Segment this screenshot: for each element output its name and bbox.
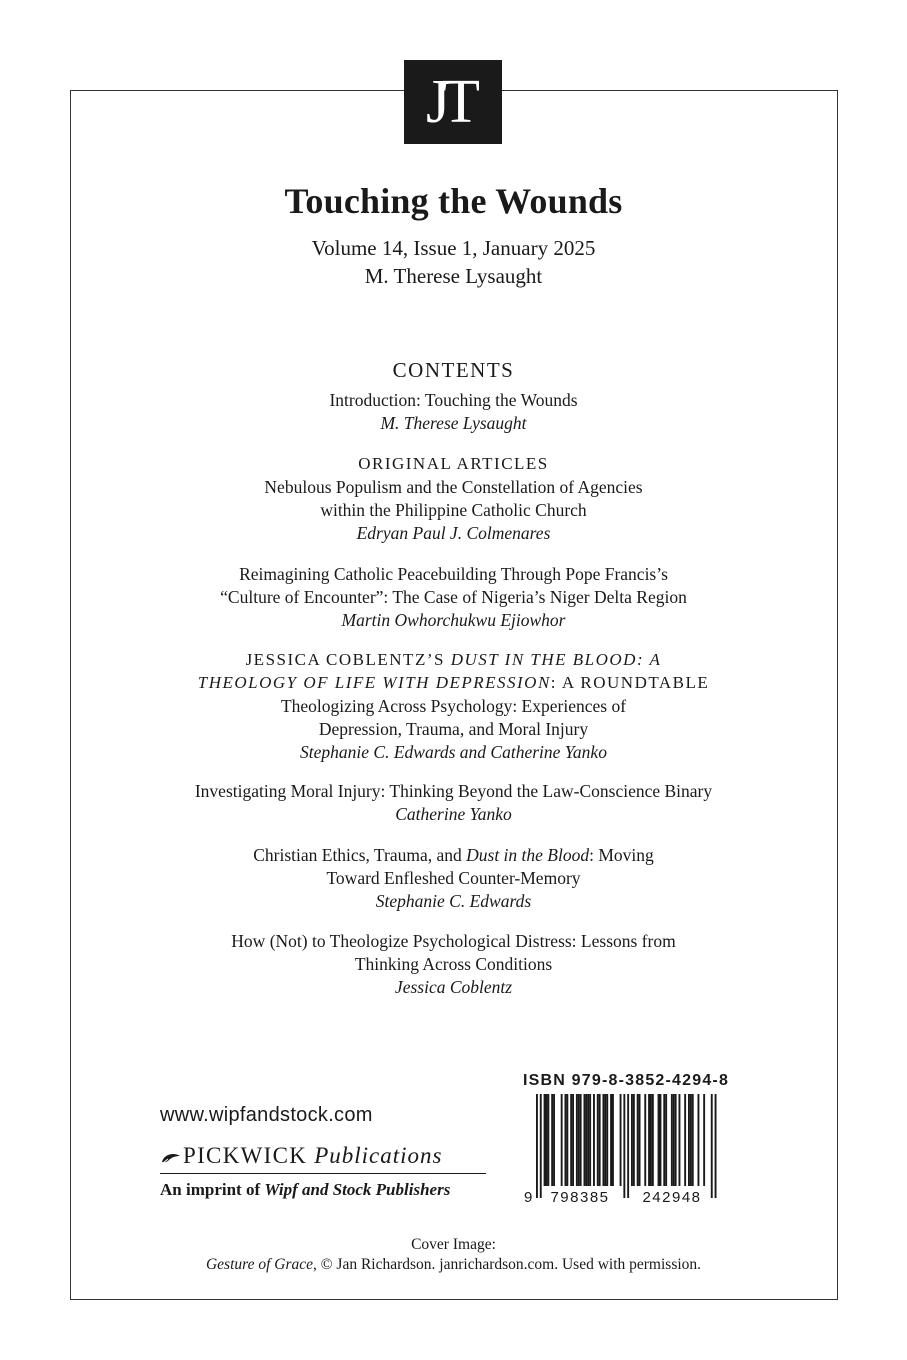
publisher-url: www.wipfandstock.com [160, 1104, 373, 1126]
barcode-bar [544, 1094, 546, 1186]
barcode-bar [679, 1094, 681, 1186]
barcode-bar [580, 1094, 582, 1186]
barcode-bar [698, 1094, 700, 1186]
roundtable-4-line1: How (Not) to Theologize Psychological Distress: Lessons from [231, 931, 676, 951]
roundtable-heading-post: : A ROUNDTABLE [550, 673, 710, 692]
roundtable-3-author: Stephanie C. Edwards [375, 891, 532, 911]
roundtable-4-line2: Thinking Across Conditions [354, 954, 553, 974]
roundtable-heading-line2 [0, 673, 907, 693]
barcode-bar [660, 1094, 662, 1186]
barcode-bar [627, 1094, 629, 1198]
barcode-first-digit: 9 [524, 1189, 533, 1206]
barcode-bar [540, 1094, 542, 1198]
barcode-bar [576, 1094, 578, 1186]
roundtable-heading-line1 [0, 650, 907, 670]
article-1-author: Edryan Paul J. Colmenares [356, 523, 551, 543]
barcode-bar [587, 1094, 589, 1186]
barcode-bar [612, 1094, 614, 1186]
barcode-bar [711, 1094, 713, 1198]
isbn-label: ISBN 979-8-3852-4294-8 [523, 1072, 730, 1089]
cover-credit-text: , © Jan Richardson. janrichardson.com. Used with permission. [313, 1256, 702, 1273]
roundtable-1-line2: Depression, Trauma, and Moral Injury [318, 719, 589, 739]
roundtable-2-line1: Investigating Moral Injury: Thinking Beyond the Law-Conscience Binary [194, 781, 713, 801]
barcode-bar [597, 1094, 599, 1186]
roundtable-3-post: : Moving [589, 845, 654, 865]
publisher-name-italic: Publications [314, 1143, 443, 1168]
barcode-bar [606, 1094, 608, 1186]
barcode-bar [547, 1094, 549, 1186]
article-1-line1: Nebulous Populism and the Constellation of Agencies [264, 477, 643, 497]
barcode-bar [692, 1094, 694, 1186]
barcode-bar [589, 1094, 591, 1186]
article-2-line2: “Culture of Encounter”: The Case of Nigeria’s Niger Delta Region [220, 587, 687, 607]
barcode-bar [652, 1094, 654, 1186]
barcode-bar [599, 1094, 601, 1186]
barcode-bar [703, 1094, 705, 1186]
barcode-right-digits: 242948 [642, 1189, 702, 1206]
article-2-line1: Reimagining Catholic Peacebuilding Through Pope Francis’s [239, 564, 668, 584]
barcode-bar [566, 1094, 568, 1186]
roundtable-3-line1 [0, 845, 907, 866]
cover-credit [0, 1256, 907, 1274]
barcode-bar [639, 1094, 641, 1186]
barcode-bars [536, 1094, 717, 1198]
barcode-bar [675, 1094, 677, 1186]
contents-heading: CONTENTS [392, 358, 515, 382]
barcode-bar [690, 1094, 692, 1186]
roundtable-3-italic: Dust in the Blood [466, 845, 590, 865]
roundtable-2-author: Catherine Yanko [395, 804, 512, 824]
cover-image-label: Cover Image: [411, 1236, 496, 1253]
barcode-bar [546, 1094, 548, 1186]
barcode-bar [648, 1094, 650, 1186]
barcode-bar [663, 1094, 665, 1186]
barcode-left-digits: 798385 [550, 1189, 610, 1206]
barcode-bar [584, 1094, 586, 1186]
roundtable-4-author: Jessica Coblentz [394, 977, 513, 997]
barcode-bar [578, 1094, 580, 1186]
roundtable-3-line2: Toward Enfleshed Counter-Memory [326, 868, 581, 888]
imprint-pre: An imprint of [160, 1180, 265, 1199]
barcode-bar [553, 1094, 555, 1186]
barcode-bar [644, 1094, 646, 1186]
article-1-line2: within the Philippine Catholic Church [320, 500, 587, 520]
roundtable-3-pre: Christian Ethics, Trauma, and [253, 845, 467, 865]
barcode-bar [561, 1094, 563, 1186]
barcode-bar [536, 1094, 538, 1198]
barcode-bar [650, 1094, 652, 1186]
barcode-bar [603, 1094, 605, 1186]
roundtable-1-line1: Theologizing Across Psychology: Experiences of [280, 696, 627, 716]
barcode-bar [631, 1094, 633, 1186]
editor-name: M. Therese Lysaught [364, 264, 543, 288]
original-articles-heading: ORIGINAL ARTICLES [358, 454, 549, 473]
book-title: Touching the Wounds [284, 181, 623, 221]
roundtable-1-author: Stephanie C. Edwards and Catherine Yanko [300, 742, 607, 762]
barcode-bar [604, 1094, 606, 1186]
barcode-bar [688, 1094, 690, 1186]
barcode-bar [671, 1094, 673, 1186]
intro-author: M. Therese Lysaught [380, 413, 527, 433]
imprint-italic: Wipf and Stock Publishers [264, 1180, 451, 1199]
barcode-bar [565, 1094, 567, 1186]
pickwick-leaf-icon [160, 1150, 182, 1166]
barcode-bar [572, 1094, 574, 1186]
barcode-bar [570, 1094, 572, 1186]
barcode-bar [610, 1094, 612, 1186]
publisher-name [160, 1143, 486, 1174]
barcode-bar [673, 1094, 675, 1186]
barcode-bar [585, 1094, 587, 1186]
intro-title: Introduction: Touching the Wounds [329, 390, 578, 410]
volume-line: Volume 14, Issue 1, January 2025 [311, 236, 596, 260]
logo-text: JT [426, 68, 472, 136]
barcode-bar [551, 1094, 553, 1186]
barcode-bar [593, 1094, 595, 1186]
cover-title: Gesture of Grace [205, 1256, 314, 1273]
barcode-bar [715, 1094, 717, 1198]
barcode-bar [637, 1094, 639, 1186]
barcode-bar [684, 1094, 686, 1186]
barcode-bar [665, 1094, 667, 1186]
barcode-bar [633, 1094, 635, 1186]
barcode-bar [620, 1094, 622, 1186]
isbn-barcode [522, 1094, 728, 1206]
journal-logo [404, 60, 502, 144]
barcode-bar [658, 1094, 660, 1186]
imprint-line [160, 1180, 450, 1200]
publisher-name-caps: PICKWICK [183, 1143, 308, 1168]
roundtable-heading-pre: JESSICA COBLENTZ’S [245, 650, 451, 669]
roundtable-heading-italic1: DUST IN THE BLOOD: A [450, 650, 662, 669]
barcode-bar [623, 1094, 625, 1198]
article-2-author: Martin Owhorchukwu Ejiowhor [341, 610, 566, 630]
roundtable-heading-italic2: THEOLOGY OF LIFE WITH DEPRESSION [197, 673, 551, 692]
